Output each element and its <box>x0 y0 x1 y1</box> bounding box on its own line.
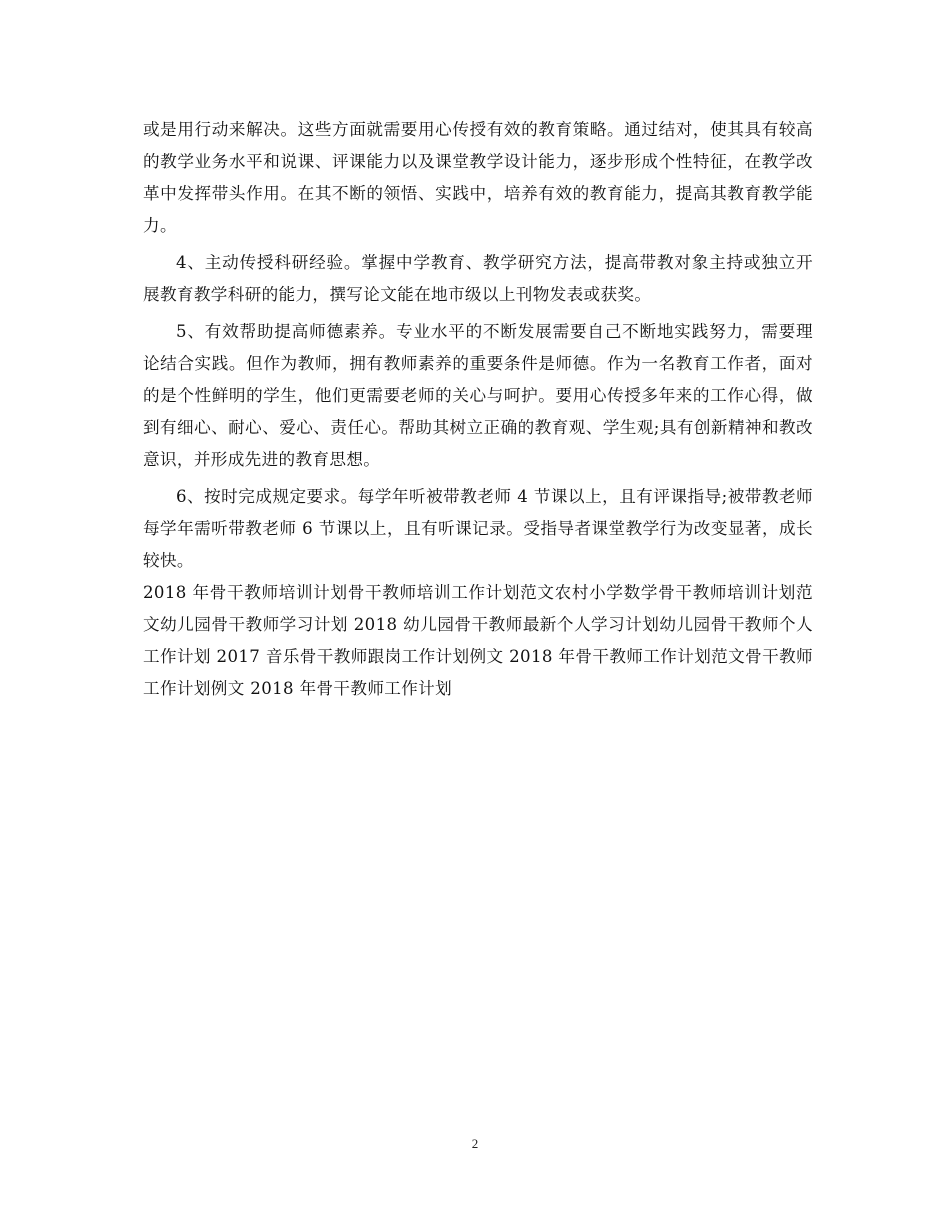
paragraph-item-4: 4、主动传授科研经验。掌握中学教育、教学研究方法，提高带教对象主持或独立开展教育教学科研的能力，撰写论文能在地市级以上刊物发表或获奖。 <box>143 253 813 304</box>
paragraph-item-5: 5、有效帮助提高师德素养。专业水平的不断发展需要自己不断地实践努力，需要理论结合实践。但作为教师，拥有教师素养的重要条件是师德。作为一名教育工作者，面对的是个性鲜明的学生，他们更需要老师的关心与呵护。要用心传授多年来的工作心得，做到有细心、耐心、爱心、责任心。帮助其树立正确的教育观、学生观;具有创新精神和教改意识，并形成先进的教育思想。 <box>143 322 813 469</box>
page-number: 2 <box>471 1136 479 1151</box>
document-body <box>143 114 813 705</box>
paragraph-item-6: 6、按时完成规定要求。每学年听被带教老师 4 节课以上，且有评课指导;被带教老师每学年需听带教老师 6 节课以上，且有听课记录。受指导者课堂教学行为改变显著，成长较快。 <box>143 487 813 570</box>
related-titles-paragraph: 2018 年骨干教师培训计划骨干教师培训工作计划范文农村小学数学骨干教师培训计划范文幼儿园骨干教师学习计划 2018 幼儿园骨干教师最新个人学习计划幼儿园骨干教师个人工作计划 2017 音乐骨干教师跟岗工作计划例文 2018 年骨干教师工作计划范文骨干教师工作计划例文 2018 年骨干教师工作计划 <box>143 583 813 698</box>
paragraph-continued: 或是用行动来解决。这些方面就需要用心传授有效的教育策略。通过结对，使其具有较高的教学业务水平和说课、评课能力以及课堂教学设计能力，逐步形成个性特征，在教学改革中发挥带头作用。在其不断的领悟、实践中，培养有效的教育能力，提高其教育教学能力。 <box>143 120 813 235</box>
